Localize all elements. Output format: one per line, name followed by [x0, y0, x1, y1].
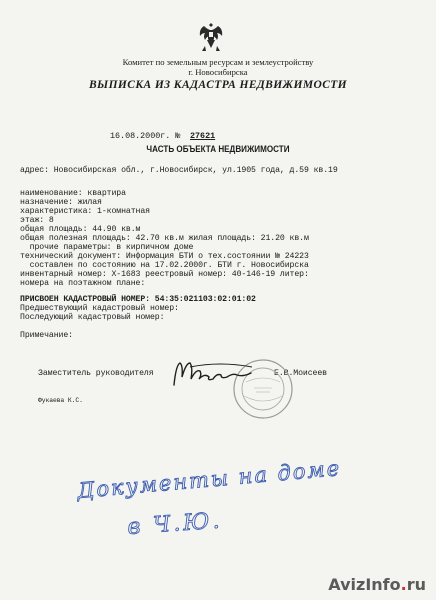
- signer-role: Заместитель руководителя: [38, 369, 154, 378]
- executor-name: Фукаева К.С.: [38, 397, 83, 404]
- document-title: ВЫПИСКА ИЗ КАДАСТРА НЕДВИЖИМОСТИ: [88, 79, 348, 91]
- watermark-prefix: AvizInfo: [328, 575, 401, 594]
- field-floor: этаж: 8: [20, 216, 54, 225]
- section-title: ЧАСТЬ ОБЪЕКТА НЕДВИЖИМОСТИ: [146, 144, 290, 154]
- signature-icon: [170, 357, 260, 393]
- note-label: Примечание:: [20, 331, 73, 340]
- issue-number: 27621: [190, 131, 216, 141]
- coat-of-arms-icon: [198, 20, 224, 54]
- issue-date: 16.08.2000г. №: [110, 131, 181, 141]
- field-other-params: прочие параметры: в кирпичном доме: [20, 243, 194, 252]
- issuer-line-2: г. Новосибирска: [188, 67, 248, 77]
- watermark-suffix: ru: [406, 575, 426, 594]
- field-floor-plan-numbers: номера на поэтажном плане:: [20, 279, 146, 288]
- previous-cadastral-number: Предшествующий кадастровый номер:: [20, 304, 179, 313]
- signer-name: Е.В.Моисеев: [274, 369, 327, 378]
- field-useful-area: общая полезная площадь: 42.70 кв.м жилая площадь: 21.20 кв.м: [20, 234, 309, 243]
- field-purpose: назначение: жилая: [20, 198, 102, 207]
- issuer-line-1: Комитет по земельным ресурсам и землеустройству: [122, 57, 314, 67]
- field-technical-doc-date: составлен по состоянию на 17.02.2000г. БТИ г. Новосибирска: [20, 261, 309, 270]
- field-technical-doc: технический документ: Информация БТИ о тех.состоянии № 24223: [20, 252, 309, 261]
- handwritten-line-2: в Ч.Ю.: [126, 508, 224, 540]
- address-line: адрес: Новосибирская обл., г.Новосибирск, ул.1905 года, д.59 кв.19: [20, 166, 338, 175]
- field-inventory-number: инвентарный номер: Х-1683 реестровый номер: 40-146-19 литер:: [20, 270, 309, 279]
- handwritten-line-1: Документы на доме: [76, 456, 343, 503]
- next-cadastral-number: Последующий кадастровый номер:: [20, 313, 165, 322]
- field-characteristic: характеристика: 1-комнатная: [20, 207, 150, 216]
- cadastral-number: ПРИСВОЕН КАДАСТРОВЫЙ НОМЕР: 54:35:021103:02:01:02: [20, 295, 256, 304]
- field-name: наименование: квартира: [20, 189, 126, 198]
- site-watermark: [328, 575, 426, 594]
- watermark-dot: .: [400, 575, 407, 594]
- field-total-area: общая площадь: 44.90 кв.м: [20, 225, 141, 234]
